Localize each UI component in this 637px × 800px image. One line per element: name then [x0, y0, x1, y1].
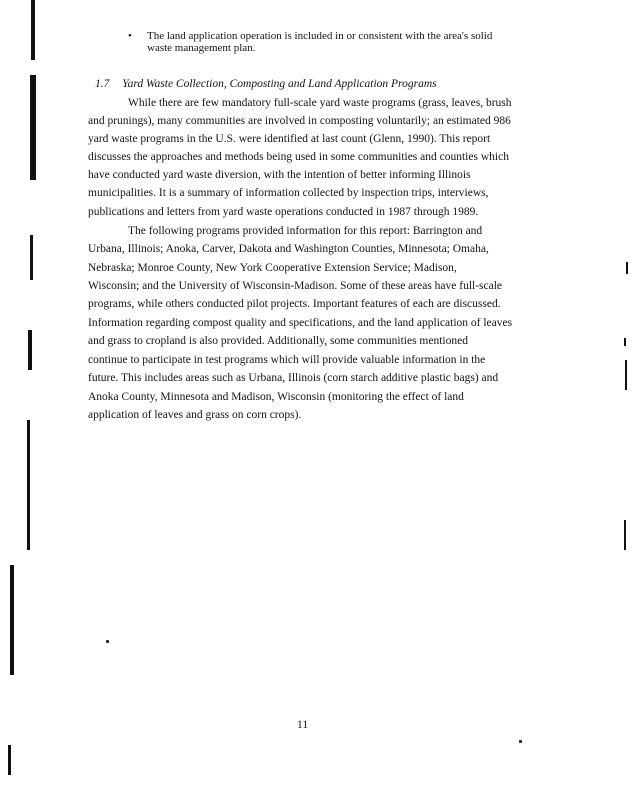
scan-edge-mark [27, 420, 30, 550]
bullet-symbol: • [128, 30, 132, 42]
text-line: application of leaves and grass on corn crops). [88, 409, 302, 421]
text-line: have conducted yard waste diversion, with the intention of better informing Illinois [88, 169, 471, 181]
section-heading [95, 78, 437, 90]
page-number: 11 [297, 719, 309, 731]
text-line: continue to participate in test programs which will provide valuable information in the [88, 354, 486, 366]
scan-edge-mark [31, 0, 35, 60]
text-line: Anoka County, Minnesota and Madison, Wisconsin (monitoring the effect of land [88, 391, 464, 403]
scan-edge-mark [625, 360, 627, 390]
text-line: yard waste programs in the U.S. were identified at last count (Glenn, 1990). This report [88, 133, 491, 145]
scan-speck [106, 640, 109, 643]
bullet-line: waste management plan. [147, 42, 256, 54]
section-number: 1.7 [95, 78, 110, 90]
scan-edge-mark [30, 75, 36, 180]
scan-edge-mark [30, 235, 33, 280]
scan-edge-mark [624, 520, 626, 550]
text-line: The following programs provided information for this report: Barrington and [128, 225, 483, 237]
text-line: future. This includes areas such as Urbana, Illinois (corn starch additive plastic bags) and [88, 372, 499, 384]
scan-edge-mark [10, 565, 14, 675]
text-line: and grass to cropland is also provided. Additionally, some communities mentioned [88, 335, 468, 347]
text-line: publications and letters from yard waste operations conducted in 1987 through 1989. [88, 206, 479, 218]
scan-edge-mark [28, 330, 32, 370]
section-title: Yard Waste Collection, Composting and Land Application Programs [122, 78, 437, 90]
scan-edge-mark [626, 262, 628, 274]
scan-edge-mark [624, 338, 626, 346]
text-line: municipalities. It is a summary of information collected by inspection trips, interviews, [88, 187, 489, 199]
bullet-text [147, 30, 547, 54]
text-line: and prunings), many communities are involved in composting voluntarily; an estimated 986 [88, 115, 511, 127]
scan-edge-mark [8, 745, 11, 775]
text-line: programs, while others conducted pilot projects. Important features of each are discussed. [88, 298, 501, 310]
text-line: Wisconsin; and the University of Wisconsin-Madison. Some of these areas have full-scale [88, 280, 503, 292]
scan-speck [519, 740, 522, 743]
bullet-line: The land application operation is included in or consistent with the area's solid [147, 30, 493, 42]
text-line: While there are few mandatory full-scale yard waste programs (grass, leaves, brush [128, 97, 512, 109]
text-line: Nebraska; Monroe County, New York Cooperative Extension Service; Madison, [88, 262, 457, 274]
text-line: discusses the approaches and methods being used in some communities and counties which [88, 151, 509, 163]
text-line: Information regarding compost quality and specifications, and the land application of leaves [88, 317, 513, 329]
text-line: Urbana, Illinois; Anoka, Carver, Dakota and Washington Counties, Minnesota; Omaha, [88, 243, 489, 255]
